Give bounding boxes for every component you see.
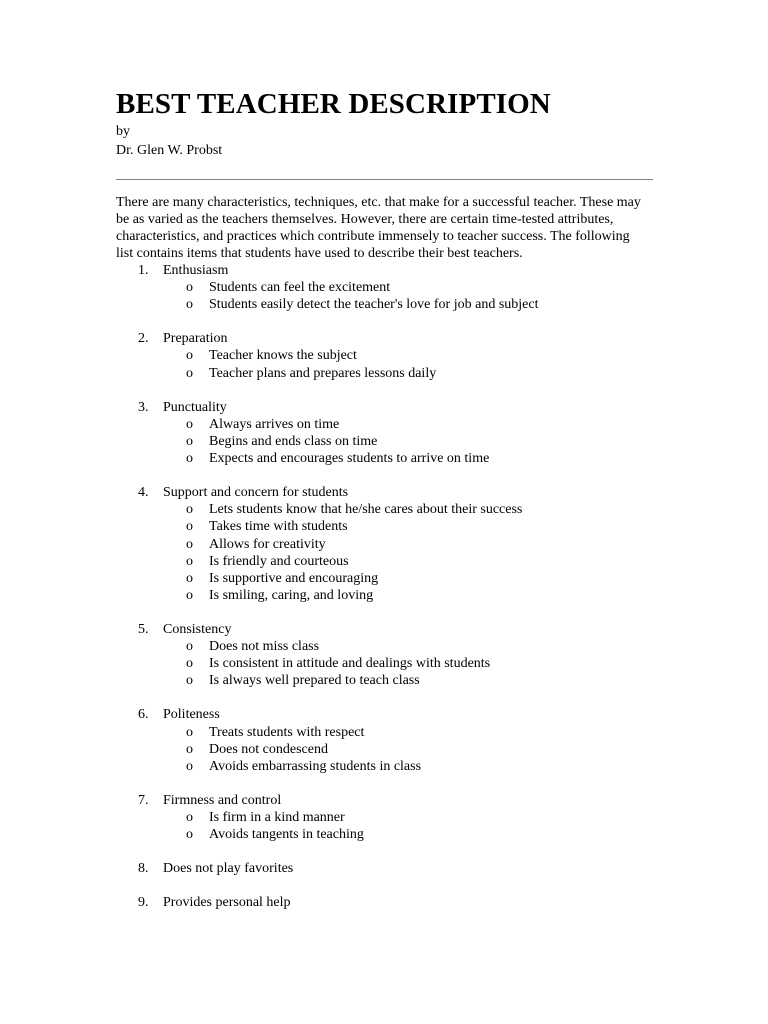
sub-list — [116, 279, 656, 313]
circle-bullet-icon: o — [186, 639, 193, 655]
list-item-label: Does not play favorites — [163, 861, 294, 877]
list-item-label: Consistency — [163, 621, 232, 637]
sub-list — [116, 347, 656, 381]
horizontal-rule — [116, 179, 653, 180]
list-item-number: 4. — [138, 485, 149, 501]
circle-bullet-icon: o — [186, 810, 193, 825]
circle-bullet-icon: o — [186, 519, 193, 535]
sub-list-item-text: Is supportive and encouraging — [209, 570, 379, 586]
circle-bullet-icon: o — [186, 280, 193, 296]
sub-list-item — [116, 296, 656, 313]
sub-list-item-text: Is always well prepared to teach class — [209, 673, 420, 689]
list-item-label: Firmness and control — [163, 792, 282, 808]
document-title: BEST TEACHER DESCRIPTION — [116, 88, 551, 120]
list-item-number: 3. — [138, 399, 149, 415]
sub-list-item — [116, 501, 656, 518]
list-item-label: Support and concern for students — [163, 485, 349, 501]
list-item — [116, 262, 656, 313]
sub-list-item-text: Students easily detect the teacher's love for job and subject — [209, 297, 539, 313]
author-name: Dr. Glen W. Probst — [116, 143, 223, 158]
sub-list-item — [116, 433, 656, 450]
list-item-label: Enthusiasm — [163, 263, 229, 278]
sub-list-item-text: Teacher knows the subject — [209, 348, 357, 364]
sub-list — [116, 809, 656, 843]
circle-bullet-icon: o — [186, 724, 193, 740]
circle-bullet-icon: o — [186, 416, 193, 432]
sub-list-item-text: Is firm in a kind manner — [209, 810, 345, 825]
sub-list-item — [116, 347, 656, 364]
sub-list-item-text: Is consistent in attitude and dealings with students — [209, 656, 491, 672]
sub-list-item — [116, 553, 656, 570]
sub-list-item-text: Allows for creativity — [209, 536, 326, 552]
circle-bullet-icon: o — [186, 587, 193, 603]
sub-list-item — [116, 672, 656, 689]
circle-bullet-icon: o — [186, 502, 193, 518]
sub-list-item — [116, 809, 656, 826]
circle-bullet-icon: o — [186, 451, 193, 467]
sub-list-item — [116, 826, 656, 843]
intro-paragraph: There are many characteristics, techniques, etc. that make for a successful teacher. These may be as varied as the teachers themselves. However, there are certain time-tested attributes, characteristics, and practices which contribute immensely to teacher success. The following list contains items that students have used to describe their best teachers. — [116, 195, 641, 261]
circle-bullet-icon: o — [186, 570, 193, 586]
sub-list — [116, 416, 656, 467]
sub-list-item — [116, 741, 656, 758]
sub-list-item-text: Students can feel the excitement — [209, 280, 391, 296]
sub-list-item-text: Avoids tangents in teaching — [209, 827, 364, 843]
sub-list-item-text: Does not miss class — [209, 639, 320, 655]
list-item-number: 2. — [138, 331, 149, 347]
list-item — [116, 621, 656, 689]
sub-list-item-text: Avoids embarrassing students in class — [209, 758, 422, 774]
sub-list-item — [116, 536, 656, 553]
list-item-number: 6. — [138, 707, 149, 723]
sub-list-item — [116, 758, 656, 775]
sub-list-item — [116, 587, 656, 604]
list-item — [116, 399, 656, 467]
sub-list-item — [116, 279, 656, 296]
sub-list — [116, 638, 656, 689]
list-item — [116, 792, 656, 843]
list-item — [116, 330, 656, 381]
list-item-label: Politeness — [163, 707, 220, 723]
sub-list-item — [116, 638, 656, 655]
list-item-number: 8. — [138, 861, 149, 877]
list-item — [116, 706, 656, 774]
sub-list-item-text: Teacher plans and prepares lessons daily — [209, 365, 437, 381]
sub-list — [116, 724, 656, 775]
list-item-label: Punctuality — [163, 399, 227, 415]
list-item-number: 7. — [138, 792, 149, 808]
circle-bullet-icon: o — [186, 365, 193, 381]
circle-bullet-icon: o — [186, 758, 193, 774]
sub-list-item-text: Treats students with respect — [209, 724, 365, 740]
circle-bullet-icon: o — [186, 827, 193, 843]
document-page — [116, 86, 656, 929]
list-item — [116, 860, 656, 877]
circle-bullet-icon: o — [186, 741, 193, 757]
list-item-number: 5. — [138, 621, 149, 637]
sub-list-item-text: Is smiling, caring, and loving — [209, 587, 374, 603]
sub-list-item — [116, 655, 656, 672]
circle-bullet-icon: o — [186, 553, 193, 569]
circle-bullet-icon: o — [186, 297, 193, 313]
sub-list-item — [116, 570, 656, 587]
sub-list-item-text: Is friendly and courteous — [209, 553, 349, 569]
sub-list-item — [116, 518, 656, 535]
circle-bullet-icon: o — [186, 656, 193, 672]
circle-bullet-icon: o — [186, 536, 193, 552]
sub-list-item — [116, 450, 656, 467]
sub-list-item-text: Expects and encourages students to arrive on time — [209, 451, 490, 467]
sub-list-item-text: Always arrives on time — [209, 416, 340, 432]
sub-list — [116, 501, 656, 604]
sub-list-item-text: Takes time with students — [209, 519, 348, 535]
list-item — [116, 484, 656, 604]
sub-list-item — [116, 724, 656, 741]
list-item-number: 1. — [138, 263, 149, 278]
byline-by: by — [116, 124, 130, 139]
sub-list-item-text: Lets students know that he/she cares about their success — [209, 502, 523, 518]
list-item — [116, 894, 656, 911]
characteristics-list — [116, 262, 656, 912]
circle-bullet-icon: o — [186, 673, 193, 689]
sub-list-item — [116, 416, 656, 433]
circle-bullet-icon: o — [186, 433, 193, 449]
sub-list-item-text: Does not condescend — [209, 741, 328, 757]
circle-bullet-icon: o — [186, 348, 193, 364]
list-item-label: Provides personal help — [163, 895, 291, 911]
sub-list-item-text: Begins and ends class on time — [209, 433, 378, 449]
list-item-label: Preparation — [163, 331, 228, 347]
sub-list-item — [116, 365, 656, 382]
list-item-number: 9. — [138, 895, 149, 911]
